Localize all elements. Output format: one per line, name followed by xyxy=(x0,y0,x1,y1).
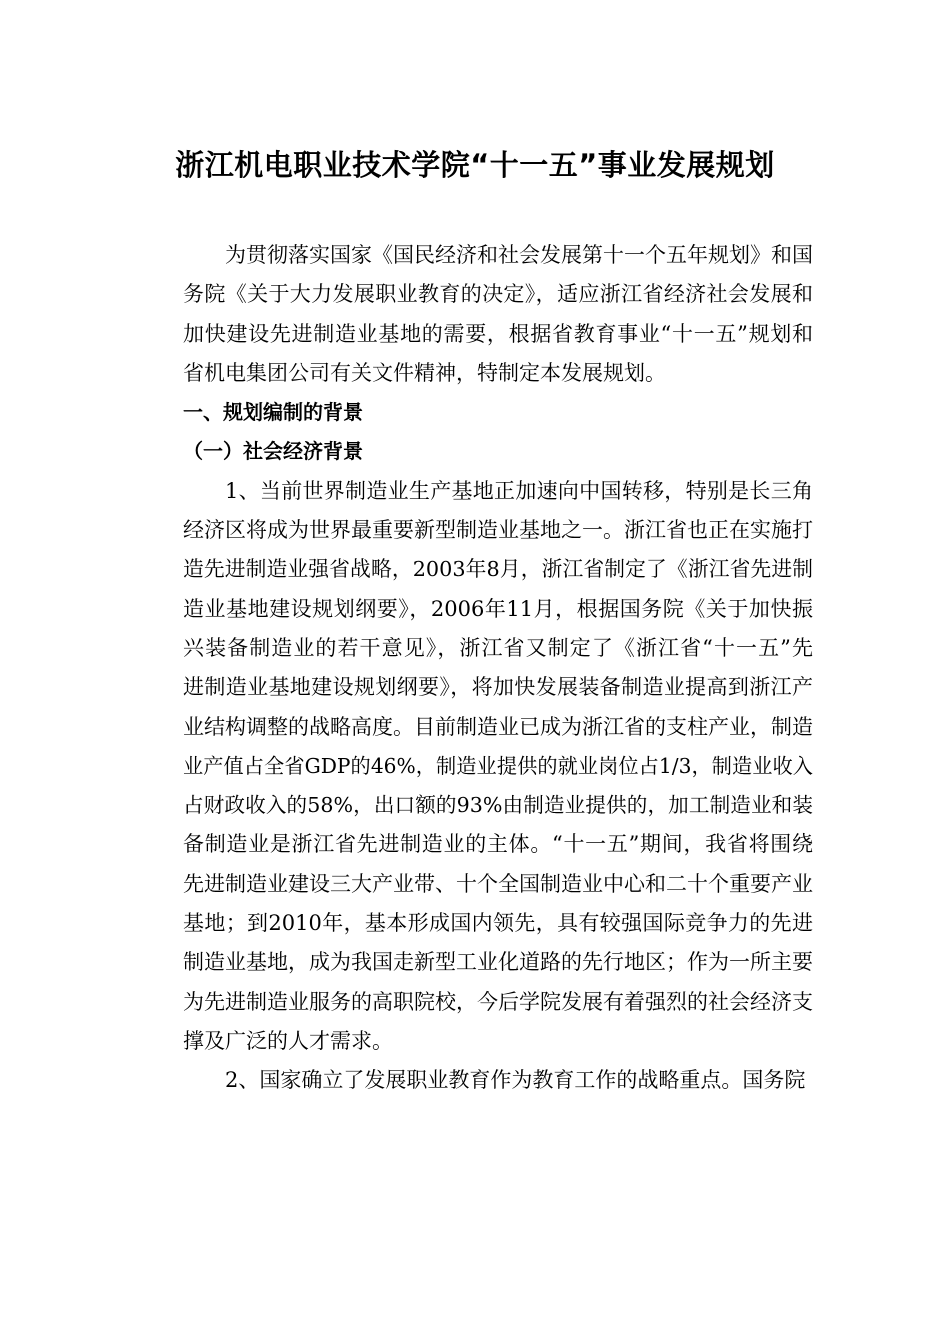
text-line: 进制造业基地建设规划纲要》，将加快发展装备制造业提高到浙江产 xyxy=(183,675,813,700)
text-line: 造先进制造业强省战略，2003年8月，浙江省制定了《浙江省先进制 xyxy=(183,557,813,582)
text-line: 务院《关于大力发展职业教育的决定》，适应浙江省经济社会发展和 xyxy=(183,282,813,307)
document-body xyxy=(141,236,813,1101)
text-line: 基地；到2010年，基本形成国内领先，具有较强国际竞争力的先进 xyxy=(183,911,813,936)
subsection-heading: （一）社会经济背景 xyxy=(183,439,363,464)
text-line: 经济区将成为世界最重要新型制造业基地之一。浙江省也正在实施打 xyxy=(183,518,813,543)
item-2-paragraph xyxy=(141,1061,813,1100)
text-line: 兴装备制造业的若干意见》，浙江省又制定了《浙江省“十一五”先 xyxy=(183,635,813,660)
text-line: 省机电集团公司有关文件精神，特制定本发展规划。 xyxy=(183,360,666,385)
text-line: 为贯彻落实国家《国民经济和社会发展第十一个五年规划》和国 xyxy=(225,243,813,267)
text-line: 2、国家确立了发展职业教育作为教育工作的战略重点。国务院 xyxy=(225,1068,806,1093)
item-1-paragraph xyxy=(141,472,813,1061)
text-line: 先进制造业建设三大产业带、十个全国制造业中心和二十个重要产业 xyxy=(183,871,813,896)
text-line: 备制造业是浙江省先进制造业的主体。“十一五”期间，我省将围绕 xyxy=(183,832,813,857)
text-line: 撑及广泛的人才需求。 xyxy=(183,1028,393,1053)
text-line: 制造业基地，成为我国走新型工业化道路的先行地区；作为一所主要 xyxy=(183,950,813,975)
text-line: 业产值占全省GDP的46%，制造业提供的就业岗位占1/3，制造业收入 xyxy=(183,753,813,778)
section-heading: 一、规划编制的背景 xyxy=(183,400,363,425)
document-title: 浙江机电职业技术学院“十一五”事业发展规划 xyxy=(175,148,775,182)
text-line: 1、当前世界制造业生产基地正加速向中国转移，特别是长三角 xyxy=(225,478,813,503)
text-line: 为先进制造业服务的高职院校，今后学院发展有着强烈的社会经济支 xyxy=(183,989,813,1014)
text-line: 加快建设先进制造业基地的需要，根据省教育事业“十一五”规划和 xyxy=(183,321,813,346)
intro-paragraph xyxy=(141,236,813,393)
text-line: 业结构调整的战略高度。目前制造业已成为浙江省的支柱产业，制造 xyxy=(183,714,813,739)
text-line: 占财政收入的58%，出口额的93%由制造业提供的，加工制造业和装 xyxy=(183,793,813,818)
text-line: 造业基地建设规划纲要》，2006年11月，根据国务院《关于加快振 xyxy=(183,596,813,621)
